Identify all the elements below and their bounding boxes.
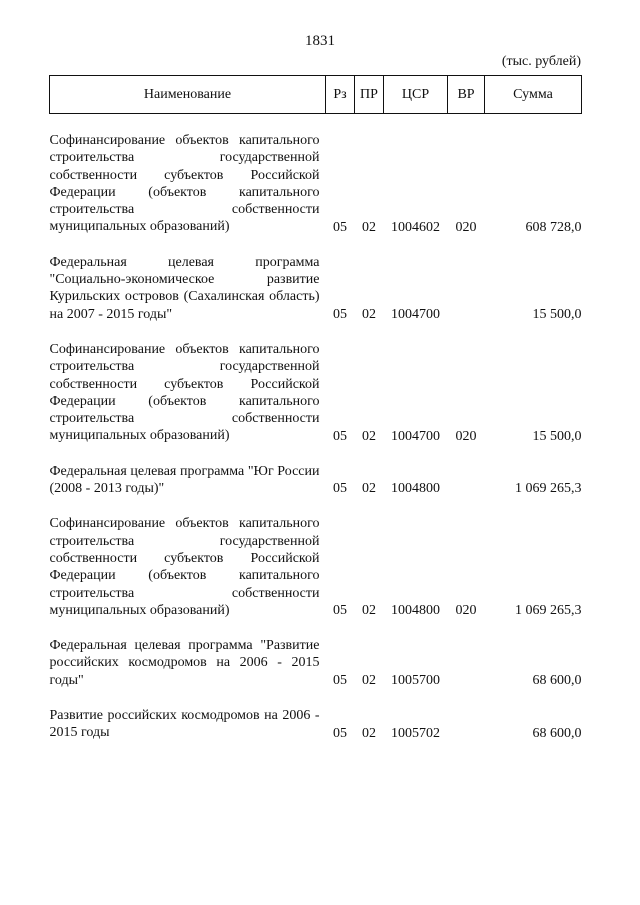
row-pr: 02 (362, 306, 376, 322)
row-pr: 02 (362, 219, 376, 235)
spacer (50, 497, 582, 515)
budget-table (49, 75, 582, 742)
row-rz: 05 (333, 481, 347, 497)
table-row (50, 254, 582, 323)
row-sum: 1 069 265,3 (515, 481, 582, 497)
row-rz: 05 (333, 673, 347, 689)
row-sum: 68 600,0 (532, 725, 582, 741)
spacer (50, 445, 582, 463)
units-label: (тыс. рублей) (501, 54, 581, 69)
row-csr: 1005700 (391, 673, 440, 689)
row-pr: 02 (362, 428, 376, 444)
table-row (50, 515, 582, 619)
row-name: Развитие российских космодромов на 2006 - 2015 годы (49, 708, 320, 741)
row-rz: 05 (333, 219, 347, 235)
row-vr: 020 (455, 603, 477, 619)
row-csr: 1004800 (391, 481, 440, 497)
row-vr (448, 707, 485, 742)
row-vr (448, 637, 485, 689)
row-sum: 15 500,0 (532, 306, 582, 322)
spacer (50, 323, 582, 341)
table-row (50, 637, 582, 689)
page-number: 1831 (305, 33, 335, 49)
row-name: Федеральная целевая программа "Социально-экономическое развитие Курильских островов (Сахалинская область) на 2007 - 2015 годы" (49, 254, 320, 322)
row-pr: 02 (362, 603, 376, 619)
row-csr: 1004800 (391, 603, 440, 619)
header-csr: ЦСР (384, 76, 448, 114)
header-vr: ВР (448, 76, 485, 114)
row-pr: 02 (362, 725, 376, 741)
row-vr: 020 (455, 219, 477, 235)
table-header-row (50, 76, 582, 114)
spacer (50, 114, 582, 133)
row-rz: 05 (333, 428, 347, 444)
row-name: Федеральная целевая программа "Развитие российских космодромов на 2006 - 2015 годы" (49, 638, 320, 688)
header-name: Наименование (50, 76, 326, 114)
row-csr: 1004700 (391, 306, 440, 322)
spacer (50, 689, 582, 707)
spacer (50, 236, 582, 254)
row-vr (448, 463, 485, 498)
row-rz: 05 (333, 306, 347, 322)
table-row (50, 707, 582, 742)
row-name: Софинансирование объектов капитального строительства государственной собственности субъектов Российской Федерации (объектов капитального строительства собственности муниципальных образований) (49, 516, 320, 618)
row-vr: 020 (455, 428, 477, 444)
row-csr: 1004700 (391, 428, 440, 444)
row-name: Софинансирование объектов капитального строительства государственной собственности субъектов Российской Федерации (объектов капитального строительства собственности муниципальных образований) (49, 133, 320, 235)
header-sum: Сумма (485, 76, 582, 114)
row-sum: 608 728,0 (525, 219, 582, 235)
row-csr: 1004602 (391, 219, 440, 235)
table-row (50, 463, 582, 498)
row-pr: 02 (362, 481, 376, 497)
row-rz: 05 (333, 725, 347, 741)
row-csr: 1005702 (391, 725, 440, 741)
row-sum: 15 500,0 (532, 428, 582, 444)
table-row (50, 341, 582, 445)
row-name: Федеральная целевая программа "Юг России (2008 - 2013 годы)" (49, 463, 320, 497)
header-pr: ПР (355, 76, 384, 114)
spacer (50, 619, 582, 637)
row-rz: 05 (333, 603, 347, 619)
table-row (50, 132, 582, 236)
row-pr: 02 (362, 673, 376, 689)
row-sum: 68 600,0 (532, 673, 582, 689)
row-name: Софинансирование объектов капитального строительства государственной собственности субъектов Российской Федерации (объектов капитального строительства собственности муниципальных образований) (49, 341, 320, 444)
header-rz: Рз (326, 76, 355, 114)
row-vr (448, 254, 485, 323)
row-sum: 1 069 265,3 (515, 603, 582, 619)
